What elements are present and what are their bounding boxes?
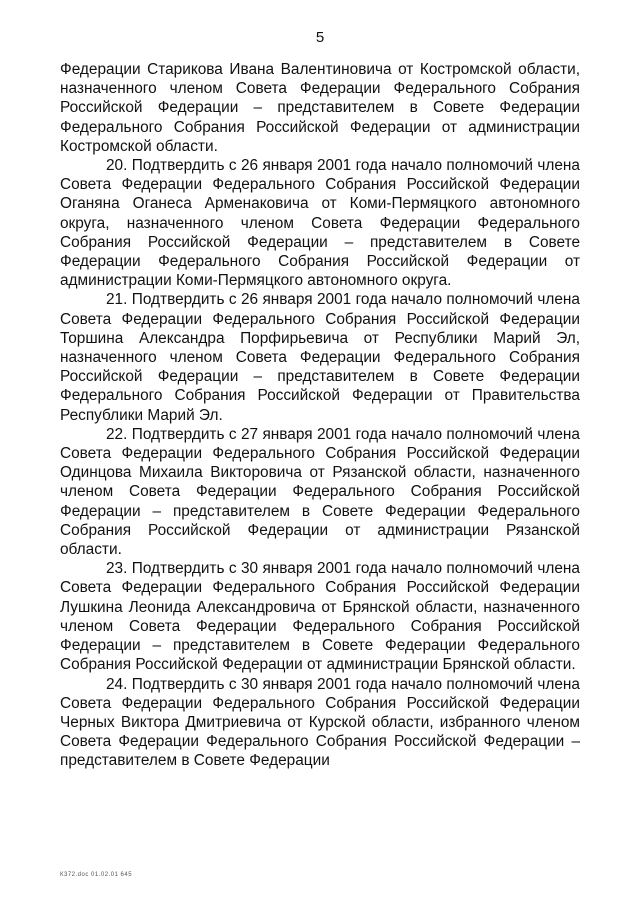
paragraph-item-20: 20. Подтвердить с 26 января 2001 года начало полномочий члена Совета Федерации Федерального Собрания Российской Федерации Оганяна Оганеса Арменаковича от Коми-Пермяцкого автономного округа, назначенного членом Совета Федерации Федерального Собрания Российской Федерации – представителем в Совете Федерации Федерального Собрания Российской Федерации от администрации Коми-Пермяцкого автономного округа. [60,157,580,290]
paragraph-item-24: 24. Подтвердить с 30 января 2001 года начало полномочий члена Совета Федерации Федерального Собрания Российской Федерации Черных Виктора Дмитриевича от Курской области, избранного членом Совета Федерации Федерального Собрания Российской Федерации – представителем в Совете Федерации [60,675,580,770]
page-number: 5 [315,29,325,46]
paragraph-item-22: 22. Подтвердить с 27 января 2001 года начало полномочий члена Совета Федерации Федерального Собрания Российской Федерации Одинцова Михаила Викторовича от Рязанской области, назначенного членом Совета Федерации Федерального Собрания Российской Федерации – представителем в Совете Федерации Федерального Собрания Российской Федерации от администрации Рязанской области. [60,425,580,559]
document-body [60,60,580,771]
paragraph-continuation: Федерации Старикова Ивана Валентиновича от Костромской области, назначенного членом Совета Федерации Федерального Собрания Российской Федерации – представителем в Совете Федерации Федерального Собрания Российской Федерации от администрации Костромской области. [60,61,580,155]
paragraph-item-23: 23. Подтвердить с 30 января 2001 года начало полномочий члена Совета Федерации Федерального Собрания Российской Федерации Лушкина Леонида Александровича от Брянской области, назначенного членом Совета Федерации Федерального Собрания Российской Федерации – представителем в Совете Федерации Федерального Собрания Российской Федерации от администрации Брянской области. [60,560,580,674]
paragraph-item-21: 21. Подтвердить с 26 января 2001 года начало полномочий члена Совета Федерации Федерального Собрания Российской Федерации Торшина Александра Порфирьевича от Республики Марий Эл, назначенного членом Совета Федерации Федерального Собрания Российской Федерации – представителем в Совете Федерации Федерального Собрания Российской Федерации от Правительства Республики Марий Эл. [60,291,580,424]
footer-file-code: К372.doc 01.02.01 645 [60,872,133,878]
